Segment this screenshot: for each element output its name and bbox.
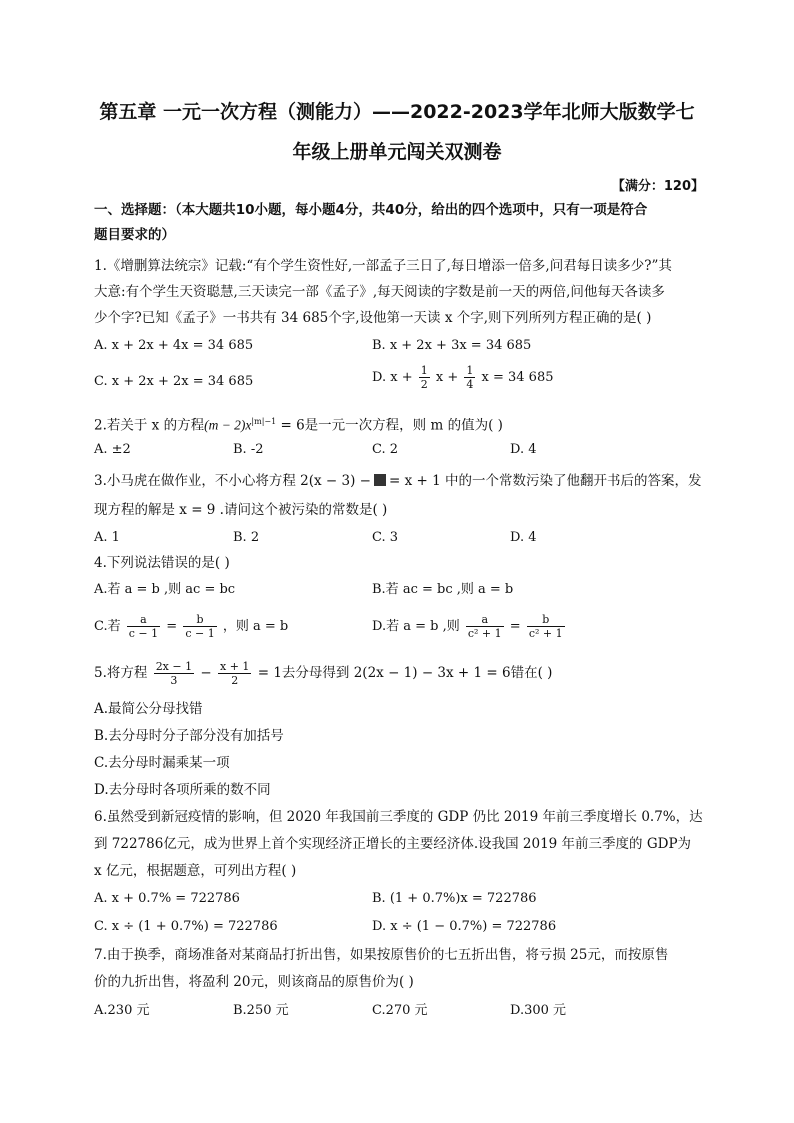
q4-d-prefix: D.若 a = b ,则 (372, 619, 460, 634)
page-title-line-2: 年级上册单元闯关双测卷 (292, 141, 502, 163)
q6-stem-line-1: 6.虽然受到新冠疫情的影响，但 2020 年我国前三季度的 GDP 仍比 2019 年前三季度增长 0.7%，达 (94, 809, 703, 825)
q2-option-d: D. 4 (510, 442, 537, 457)
q5-minus: − (200, 665, 212, 681)
q4-d-fraction-b: $\frac{b}{\text{c² + 1}}$ (528, 613, 563, 640)
fraction-half: $\frac{1}{2}$ (420, 364, 428, 391)
q2-option-c: C. 2 (372, 442, 399, 457)
page-title-line-1: 第五章 一元一次方程（测能力）——2022-2023学年北师大版数学七 (99, 101, 695, 123)
q2-option-a: A. ±2 (94, 442, 131, 457)
q4-c-fraction-b: $\frac{b}{c - 1}$ (185, 613, 215, 640)
q5-fraction-2: $\frac{x + 1}{2}$ (220, 660, 250, 687)
q6-option-a: A. x + 0.7% = 722786 (94, 891, 240, 906)
q4-stem: 4.下列说法错误的是( ) (94, 555, 230, 571)
q4-d-fraction-a: $\frac{a}{\text{c² + 1}}$ (467, 613, 502, 640)
q1-stem-line-3: 少个字?已知《孟子》一书共有 34 685个字,设他第一天读 x 个字,则下列所列方程正确的是( ) (94, 310, 652, 326)
q5-fraction-1: $\frac{2x - 1}{3}$ (155, 660, 193, 687)
q4-c-suffix: ，则 a = b (222, 619, 289, 634)
q3-option-b: B. 2 (233, 530, 260, 545)
section-heading-line-1: 一、选择题：（本大题共10小题，每小题4分，共40分，给出的四个选项中，只有一项是符合 (94, 202, 648, 218)
q7-option-d: D.300 元 (510, 1003, 567, 1018)
q4-c-fraction-a: $\frac{a}{c - 1}$ (128, 613, 159, 640)
q6-option-d: D. x ÷ (1 − 0.7%) = 722786 (372, 919, 557, 934)
q7-option-a: A.230 元 (94, 1003, 150, 1018)
q4-option-a: A.若 a = b ,则 ac = bc (94, 582, 236, 597)
q1-stem-line-1: 1.《增删算法统宗》记载:“有个学生资性好,一部孟子三日了,每日增添一倍多,问君每日读多少?”其 (94, 258, 672, 274)
q6-stem-line-3: x 亿元，根据题意，可列出方程( ) (94, 863, 297, 879)
q7-option-c: C.270 元 (372, 1003, 428, 1018)
q1-option-d (372, 364, 554, 391)
q1-d-suffix: x = 34 685 (481, 370, 554, 385)
q1-d-mid: x + (435, 370, 459, 385)
q4-option-d (372, 613, 567, 640)
full-score-label: 【满分：120】 (611, 179, 704, 194)
fraction-quarter: $\frac{1}{4}$ (466, 364, 474, 391)
q3-option-d: D. 4 (510, 530, 537, 545)
ink-stain-icon (374, 474, 386, 486)
q1-option-b: B. x + 2x + 3x = 34 685 (372, 338, 532, 353)
q6-option-b: B. (1 + 0.7%)x = 722786 (372, 891, 537, 906)
q5-option-d: D.去分母时各项所乘的数不同 (94, 782, 271, 798)
q2-stem (94, 410, 706, 438)
q1-d-prefix: D. x + (372, 370, 413, 385)
q2-exponent: |m|−1 (251, 417, 277, 426)
q4-c-equals: = (166, 619, 178, 634)
q7-stem-line-1: 7.由于换季，商场准备对某商品打折出售，如果按原售价的七五折出售，将亏损 25元，而按原售 (94, 947, 669, 963)
q4-option-b: B.若 ac = bc ,则 a = b (372, 582, 514, 597)
q3-option-a: A. 1 (94, 530, 120, 545)
q7-option-b: B.250 元 (233, 1003, 289, 1018)
q5-stem (94, 660, 706, 687)
q5-prefix: 5.将方程 (94, 665, 148, 681)
q5-option-a: A.最简公分母找错 (94, 701, 203, 717)
q4-d-equals: = (509, 619, 521, 634)
q2-option-b: B. -2 (233, 442, 264, 457)
q4-option-c (94, 613, 288, 640)
q7-stem-line-2: 价的九折出售，将盈利 20元，则该商品的原售价为( ) (94, 974, 414, 990)
section-heading-line-2: 题目要求的） (94, 227, 175, 243)
q1-option-a: A. x + 2x + 4x = 34 685 (94, 338, 254, 353)
q5-option-c: C.去分母时漏乘某一项 (94, 755, 230, 771)
q3-stem-line-1 (94, 469, 706, 493)
q2-rest: = 6是一元一次方程，则 m 的值为( ) (276, 417, 503, 434)
q6-stem-line-2: 到 722786亿元，成为世界上首个实现经济正增长的主要经济体.设我国 2019 年前三季度的 GDP为 (94, 836, 692, 852)
q5-suffix: = 1去分母得到 2(2x − 1) − 3x + 1 = 6错在( ) (257, 665, 553, 681)
q3-option-c: C. 3 (372, 530, 399, 545)
q3-stem-line-2: 现方程的解是 x = 9 .请问这个被污染的常数是( ) (94, 502, 388, 518)
q1-option-c: C. x + 2x + 2x = 34 685 (94, 374, 254, 389)
q3-text-a: 3.小马虎在做作业，不小心将方程 2(x − 3) − (94, 473, 371, 489)
q2-expression: (m − 2)x (204, 417, 252, 433)
q2-prefix: 2.若关于 x 的方程 (94, 417, 205, 434)
q6-option-c: C. x ÷ (1 + 0.7%) = 722786 (94, 919, 278, 934)
q3-text-b: = x + 1 中的一个常数污染了他翻开书后的答案，发 (389, 473, 702, 489)
q4-c-prefix: C.若 (94, 619, 121, 634)
q5-option-b: B.去分母时分子部分没有加括号 (94, 728, 284, 744)
q1-stem-line-2: 大意:有个学生天资聪慧,三天读完一部《孟子》,每天阅读的字数是前一天的两倍,问他每天各读多 (94, 284, 665, 300)
